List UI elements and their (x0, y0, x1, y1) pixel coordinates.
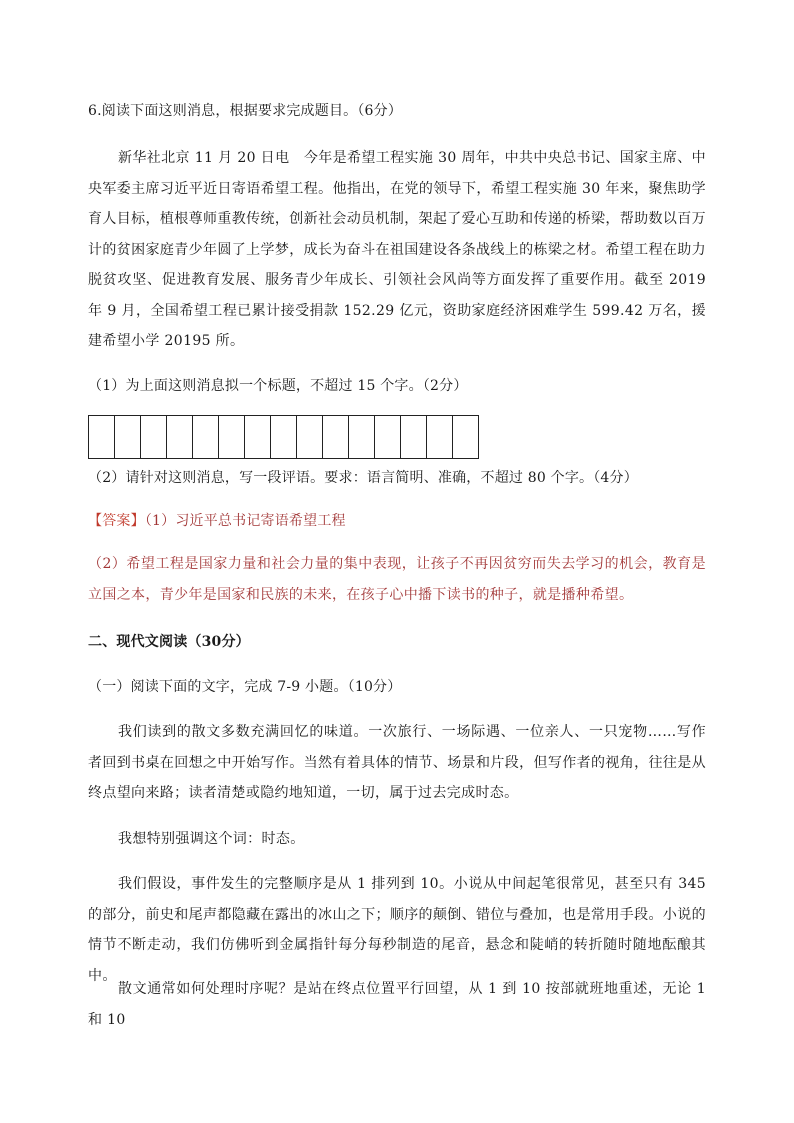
essay-paragraph-3: 我们假设，事件发生的完整顺序是从 1 排列到 10。小说从中间起笔很常见，甚至只有 345 的部分，前史和尾声都隐藏在露出的冰山之下；顺序的颠倒、错位与叠加，也是常用手段。小说的情节不断走动，我们仿佛听到金属指针每分每秒制造的尾音，悬念和陡峭的转折随时随地酝酿其中。 (88, 876, 706, 984)
answer-grid-cell[interactable] (167, 415, 193, 459)
section-2-heading: 二、现代文阅读（30分） (88, 634, 250, 650)
answer-grid-cell[interactable] (427, 415, 453, 459)
answer-grid-cell[interactable] (297, 415, 323, 459)
essay-paragraph-1: 我们读到的散文多数充满回忆的味道。一次旅行、一场际遇、一位亲人、一只宠物……写作者回到书桌在回想之中开始写作。当然有着具体的情节、场景和片段，但写作者的视角，往往是从终点望向来路；读者清楚或隐约地知道，一切，属于过去完成时态。 (88, 724, 706, 801)
answer-grid-cell[interactable] (349, 415, 375, 459)
answer-grid-cell[interactable] (115, 415, 141, 459)
answer-grid-cell[interactable] (245, 415, 271, 459)
answer-grid-cell[interactable] (193, 415, 219, 459)
answer-grid-cell[interactable] (141, 415, 167, 459)
sub-question-1: （1）为上面这则消息拟一个标题，不超过 15 个字。（2分） (88, 378, 468, 394)
news-paragraph: 新华社北京 11 月 20 日电 今年是希望工程实施 30 周年，中共中央总书记、国家主席、中央军委主席习近平近日寄语希望工程。他指出，在党的领导下，希望工程实施 30 年来，聚焦助学育人目标，植根尊师重教传统，创新社会动员机制，架起了爱心互助和传递的桥梁，帮助数以百万计的贫困家庭青少年圆了上学梦，成长为奋斗在祖国建设各条战线上的栋梁之材。希望工程在助力脱贫攻坚、促进教育发展、服务青少年成长、引领社会风尚等方面发挥了重要作用。截至 2019 年 9 月，全国希望工程已累计接受捐款 152.29 亿元，资助家庭经济困难学生 599.42 万名，援建希望小学 20195 所。 (88, 150, 706, 349)
essay-paragraph-4: 散文通常如何处理时序呢？是站在终点位置平行回望，从 1 到 10 按部就班地重述，无论 1 和 10 (88, 981, 706, 1028)
answer-grid[interactable] (88, 415, 479, 459)
answer-grid-cell[interactable] (375, 415, 401, 459)
question-6-heading: 6.阅读下面这则消息，根据要求完成题目。（6分） (88, 103, 403, 119)
answer-grid-cell[interactable] (271, 415, 297, 459)
answer-grid-cell[interactable] (401, 415, 427, 459)
answer-grid-cell[interactable] (323, 415, 349, 459)
section-2-subheading: （一）阅读下面的文字，完成 7-9 小题。（10分） (88, 679, 402, 695)
answer-grid-cell[interactable] (453, 415, 479, 459)
answer-grid-cell[interactable] (89, 415, 115, 459)
answer-line-1 (88, 511, 346, 531)
essay-paragraph-2: 我想特别强调这个词：时态。 (118, 831, 305, 847)
sub-question-2: （2）请针对这则消息，写一段评语。要求：语言简明、准确，不超过 80 个字。（4分） (88, 470, 638, 486)
answer-grid-cell[interactable] (219, 415, 245, 459)
answer-1-text: （1）习近平总书记寄语希望工程 (144, 513, 346, 529)
answer-2-text: （2）希望工程是国家力量和社会力量的集中表现，让孩子不再因贫穷而失去学习的机会，教育是立国之本，青少年是国家和民族的未来，在孩子心中播下读书的种子，就是播种希望。 (88, 556, 706, 603)
answer-tag: 【答案】 (88, 513, 145, 529)
